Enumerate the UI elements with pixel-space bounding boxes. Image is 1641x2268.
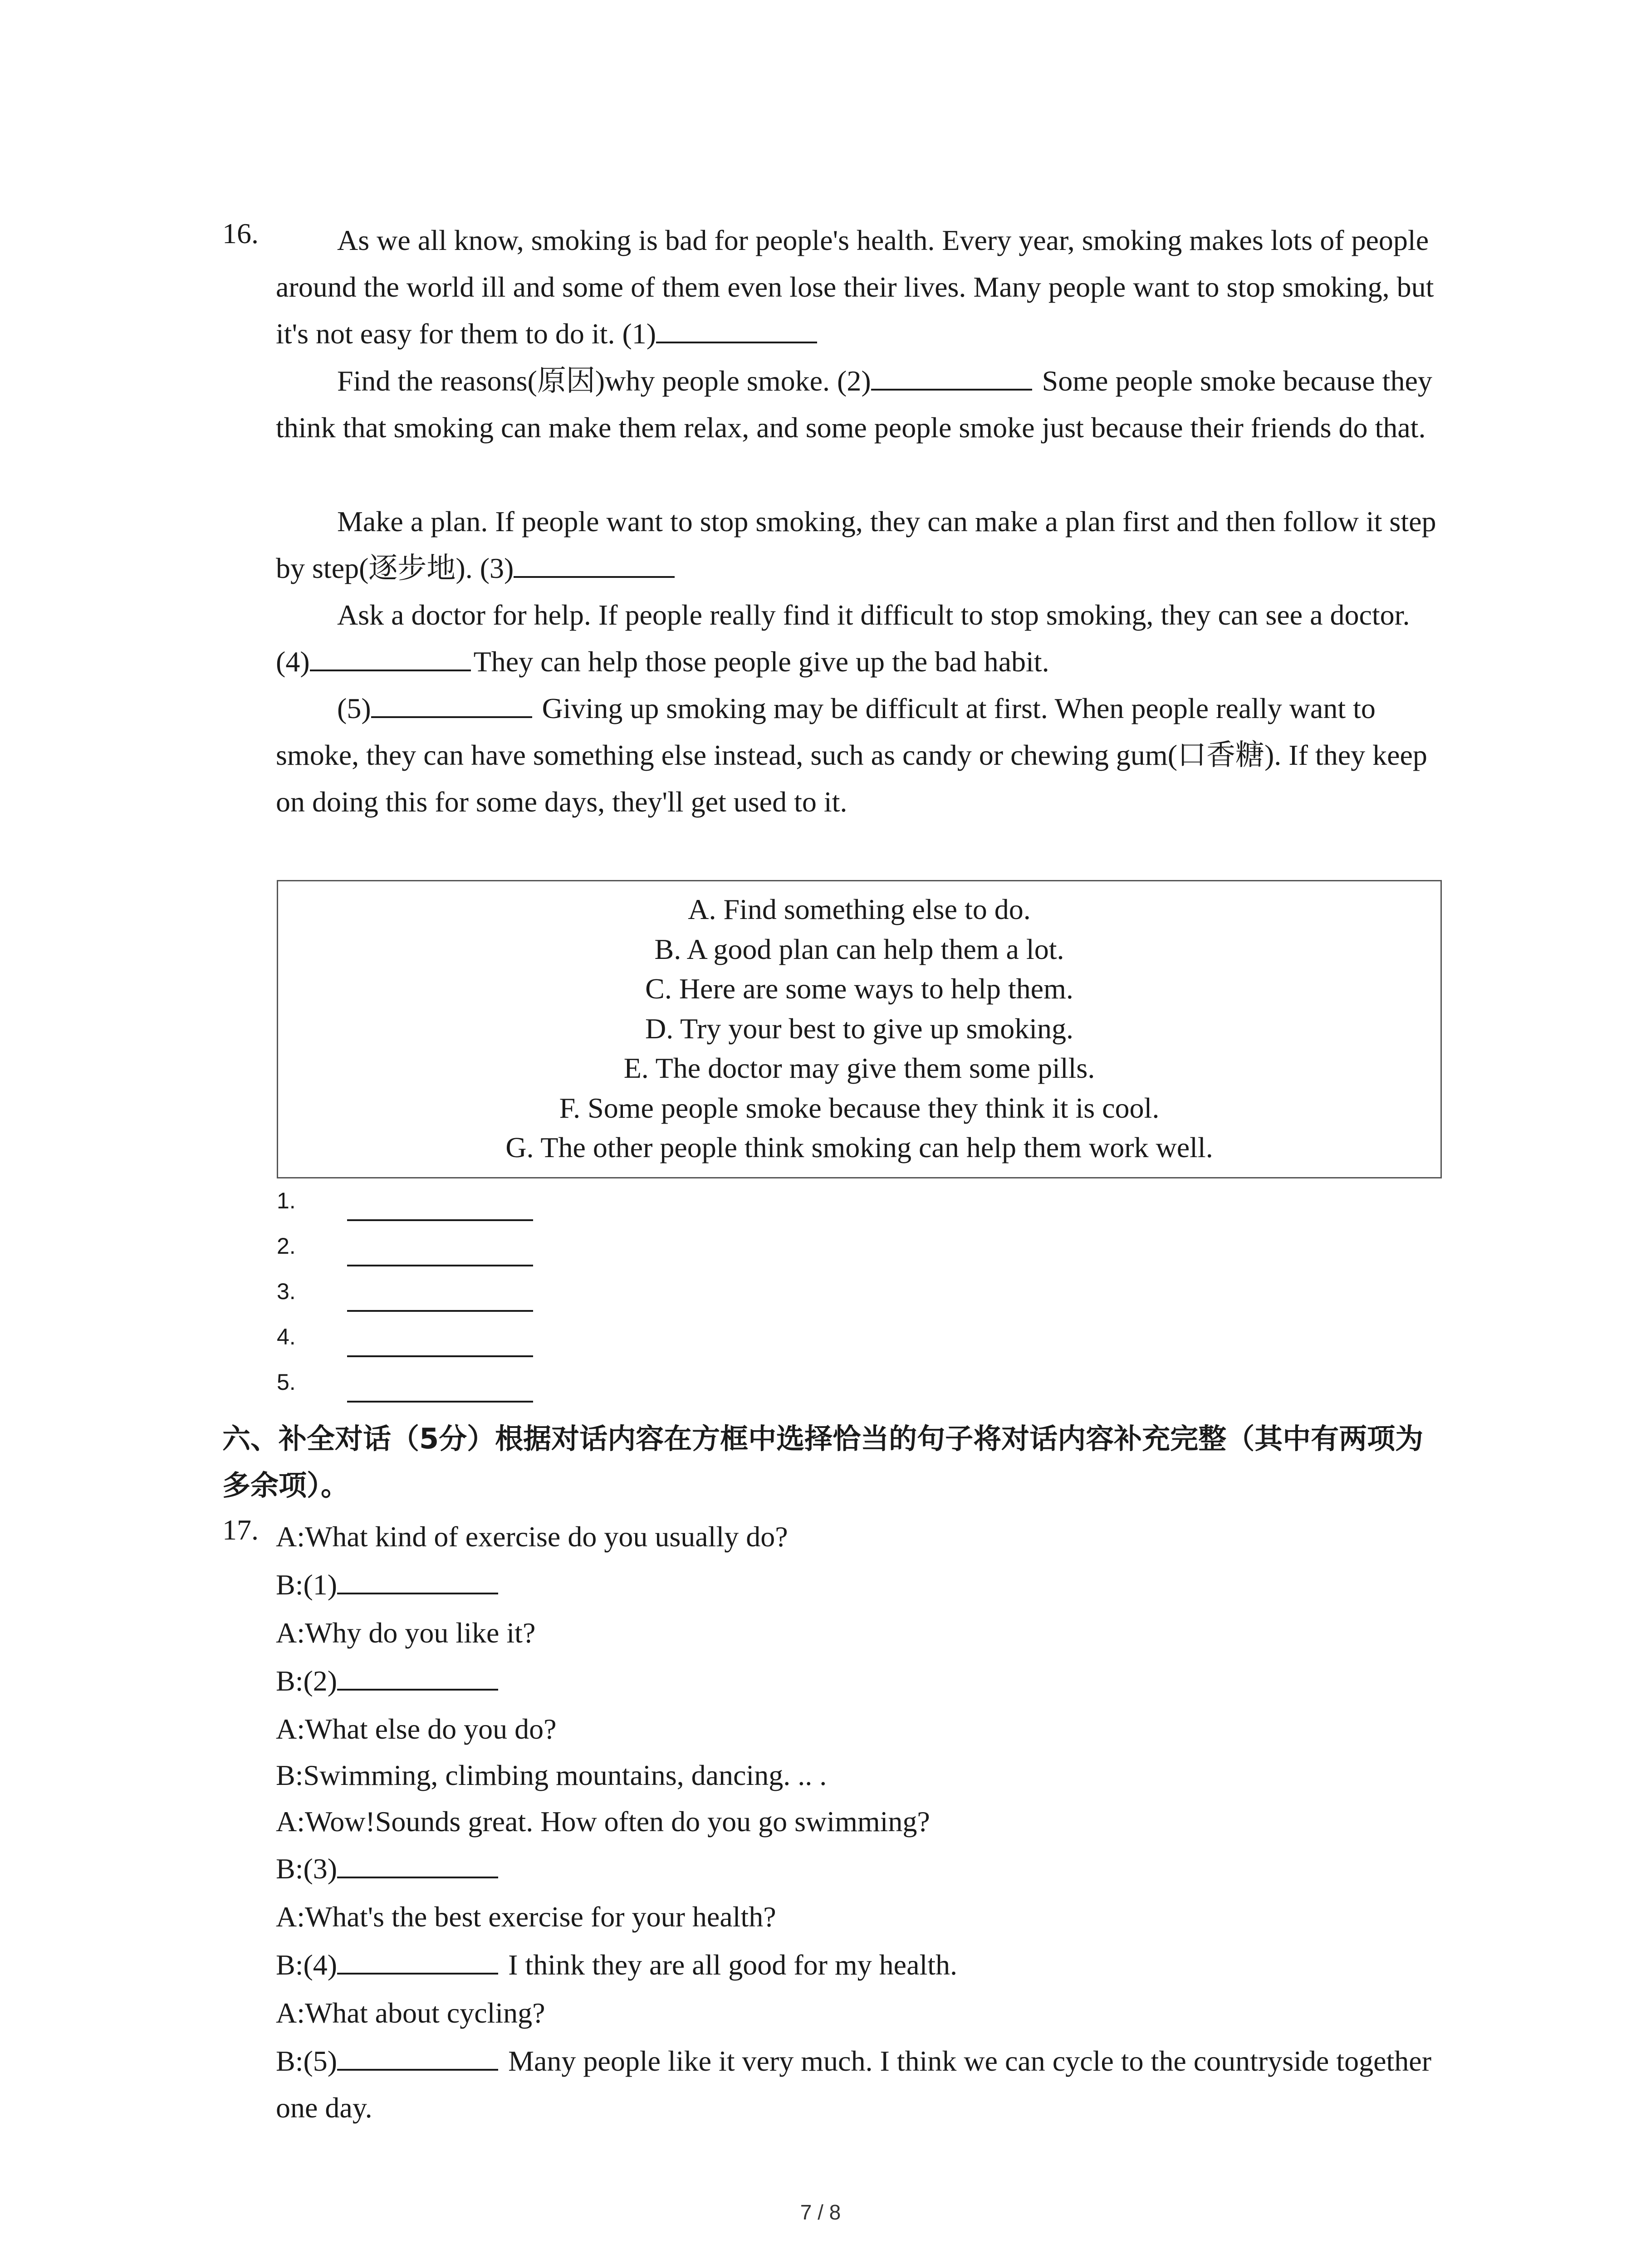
answer-number: 5. [277,1369,296,1395]
option-c: C. Here are some ways to help them. [645,973,1073,1005]
section-6-heading: 六、补全对话（5分）根据对话内容在方框中选择恰当的句子将对话内容补充完整（其中有两项为多余项）。 [222,1422,1424,1502]
answer-number: 2. [277,1233,296,1259]
q16-p2-text-a: Find the reasons(原因)why people smoke. (2) [337,365,871,397]
dialog-speaker-b: B:(4) [276,1949,338,1981]
q17-blank-1[interactable] [337,1566,498,1594]
answer-line[interactable] [347,1401,533,1403]
dialog-line-2 [276,1561,1442,1608]
dialog-line-3: A:Why do you like it? [276,1617,536,1649]
options-box [277,880,1442,1178]
option-e: E. The doctor may give them some pills. [623,1052,1095,1084]
option-f: F. Some people smoke because they think it is cool. [559,1091,1160,1124]
dialog-text: I think they are all good for my health. [501,1949,958,1981]
q16-paragraph-2 [276,357,1442,451]
q16-blank-5[interactable] [371,690,532,718]
q17-blank-3[interactable] [337,1850,498,1878]
dialog-line-9: A:What's the best exercise for your health? [276,1901,776,1933]
answer-line[interactable] [347,1219,533,1221]
q16-paragraph-3 [276,498,1442,591]
dialog-speaker-b: B:(1) [276,1569,338,1601]
page-number: 7 / 8 [800,2200,841,2224]
q17-blank-2[interactable] [337,1662,498,1691]
q17-blank-4[interactable] [337,1946,498,1975]
answer-line[interactable] [347,1355,533,1357]
option-d: D. Try your best to give up smoking. [645,1012,1074,1045]
dialog-line-10 [276,1941,1442,1988]
dialog-line-4 [276,1657,1442,1704]
question-17-number: 17. [222,1514,259,1546]
dialog-line-5: A:What else do you do? [276,1713,557,1745]
q16-paragraph-4 [276,591,1442,685]
dialog-speaker-b: B:(2) [276,1665,338,1697]
q16-p3-text: Make a plan. If people want to stop smoking, they can make a plan first and then follow it step by step(逐步地). (3) [276,505,1436,584]
option-a: A. Find something else to do. [688,893,1031,925]
answer-number: 3. [277,1279,296,1304]
answer-number: 4. [277,1324,296,1349]
q16-p1-text: As we all know, smoking is bad for people's health. Every year, smoking makes lots of people around the world ill and some of them even lose their lives. Many people want to stop smoking, but it's not easy for them to do it. (1) [276,224,1434,350]
q16-paragraph-1 [276,217,1442,357]
option-b: B. A good plan can help them a lot. [654,933,1064,965]
dialog-line-1: A:What kind of exercise do you usually do? [276,1520,788,1553]
q16-p5-text-b: Giving up smoking may be difficult at first. When people really want to smoke, they can have something else instead, such as candy or chewing gum(口香糖). If they keep on doing this for some days, they'll get used to it. [276,692,1427,818]
q16-p5-text-a: (5) [337,692,371,724]
question-16-number: 16. [222,217,259,249]
q16-p4-text-a: Ask a doctor for help. If people really find it difficult to stop smoking, they can see a doctor. (4) [276,599,1410,678]
option-g: G. The other people think smoking can help them work well. [505,1131,1213,1163]
q16-blank-4[interactable] [310,643,471,671]
dialog-speaker-b: B:(3) [276,1853,338,1885]
dialog-line-8 [276,1845,1442,1892]
dialog-text: Many people like it very much. I think we can cycle to the countryside together one day. [276,2045,1431,2124]
dialog-line-6: B:Swimming, climbing mountains, dancing. .. . [276,1759,827,1791]
q16-paragraph-5 [276,685,1442,825]
dialog-speaker-b: B:(5) [276,2045,338,2077]
answer-number: 1. [277,1188,296,1213]
dialog-line-11: A:What about cycling? [276,1997,545,2029]
q16-blank-3[interactable] [514,550,675,578]
answer-line[interactable] [347,1310,533,1312]
answer-line[interactable] [347,1265,533,1266]
q16-p4-text-b: They can help those people give up the bad habit. [473,645,1049,678]
dialog-line-7: A:Wow!Sounds great. How often do you go swimming? [276,1805,930,1838]
q17-blank-5[interactable] [337,2043,498,2071]
dialog-line-12 [276,2038,1442,2131]
q16-blank-2[interactable] [871,362,1032,391]
q16-blank-1[interactable] [656,315,817,343]
q16-p2-text-b: Some people smoke because they think that smoking can make them relax, and some people smoke just because their friends do that. [276,365,1432,444]
